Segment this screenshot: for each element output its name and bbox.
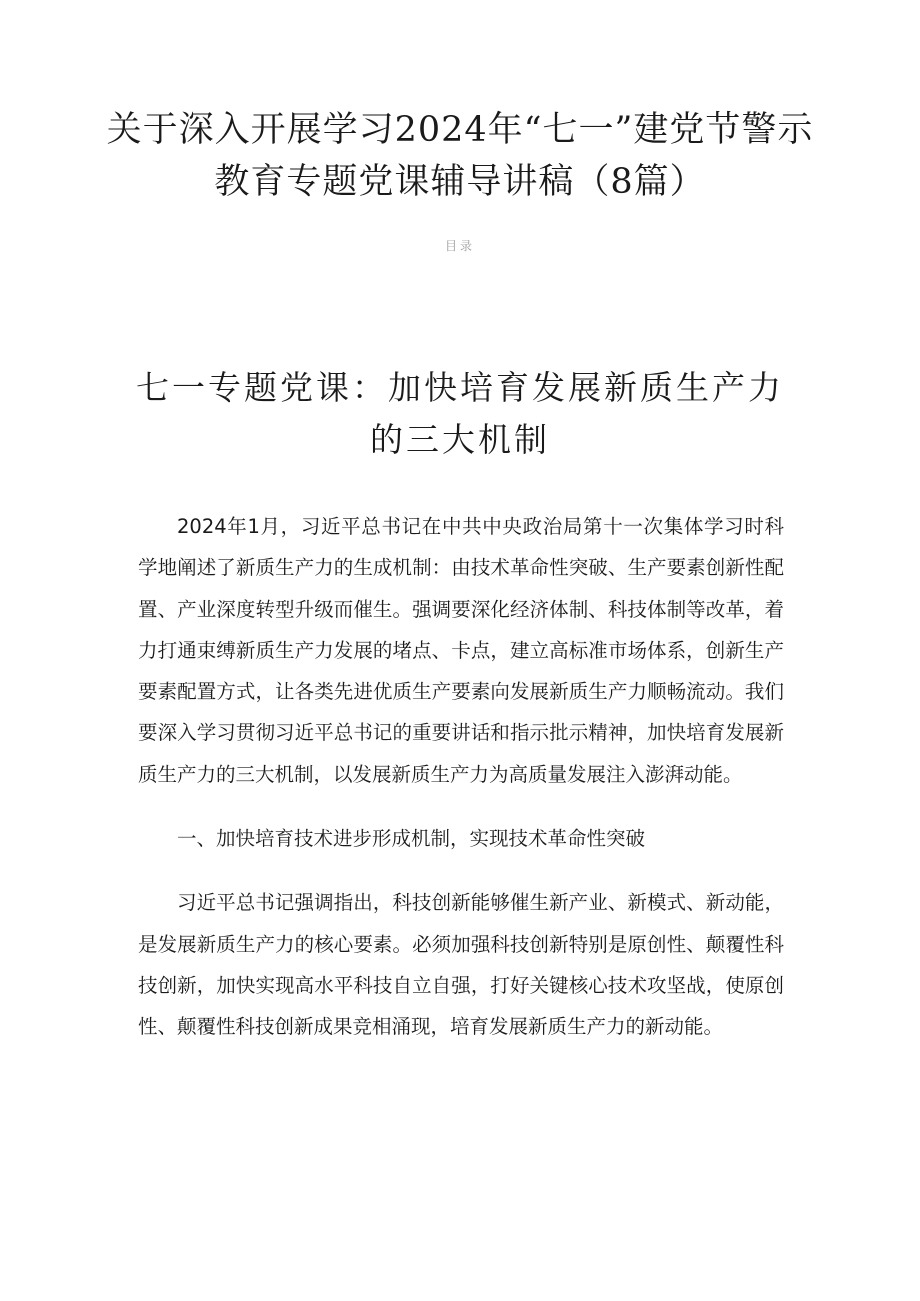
toc-label[interactable]: 目录 — [444, 239, 475, 253]
section-title: 七一专题党课：加快培育发展新质生产力的三大机制 — [136, 368, 784, 459]
subheading-1: 一、加快培育技术进步形成机制，实现技术革命性突破 — [177, 827, 646, 851]
section-body — [138, 506, 784, 1071]
paragraph-intro: 2024年1月，习近平总书记在中共中央政治局第十一次集体学习时科学地阐述了新质生产力的生成机制：由技术革命性突破、生产要素创新性配置、产业深度转型升级而催生。强调要深化经济体制、科技体制等改革，着力打通束缚新质生产力发展的堵点、卡点，建立高标准市场体系，创新生产要素配置方式，让各类先进优质生产要素向发展新质生产力顺畅流动。我们要深入学习贯彻习近平总书记的重要讲话和指示批示精神，加快培育发展新质生产力的三大机制，以发展新质生产力为高质量发展注入澎湃动能。 — [138, 515, 784, 786]
document-title: 关于深入开展学习2024年“七一”建党节警示教育专题党课辅导讲稿（8篇） — [106, 110, 814, 202]
paragraph-tech: 习近平总书记强调指出，科技创新能够催生新产业、新模式、新动能，是发展新质生产力的核心要素。必须加强科技创新特别是原创性、颠覆性科技创新，加快实现高水平科技自立自强，打好关键核心技术攻坚战，使原创性、颠覆性科技创新成果竞相涌现，培育发展新质生产力的新动能。 — [138, 891, 784, 1039]
